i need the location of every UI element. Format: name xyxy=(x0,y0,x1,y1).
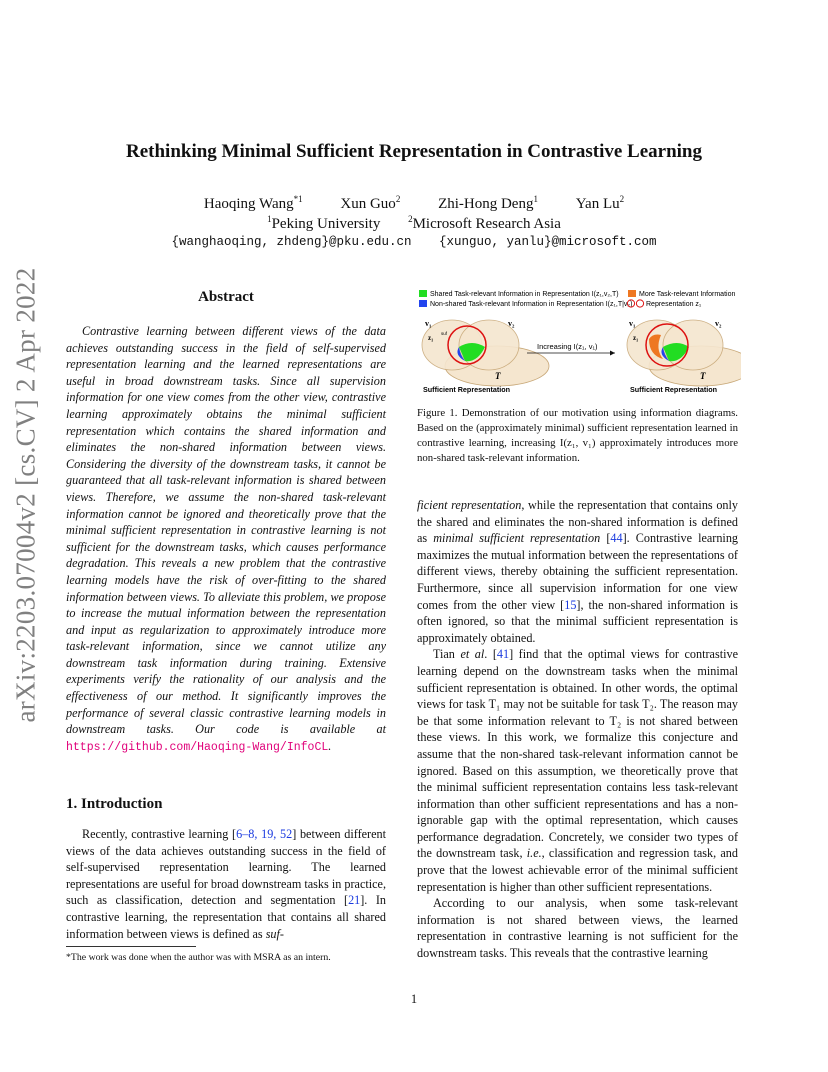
section-heading: 1. Introduction xyxy=(66,796,163,812)
legend-rep: Representation z₁ xyxy=(646,301,702,308)
intro-paragraph: Recently, contrastive learning [6–8, 19, 52] between different views of the data achieves outstanding success in the field of self-supervised representation learning. The learned representations are useful for broad downstream tasks in practice, such as classification, detection and segmentation [21]. In contrastive learning, the representation that contains all shared information between views is defined as suf- xyxy=(66,827,386,941)
affiliation-list xyxy=(0,214,828,233)
svg-text:T: T xyxy=(495,371,501,381)
figure-caption: Figure 1. Demonstration of our motivation using information diagrams. Based on the (approximately minimal) sufficient representation learned in contrastive learning, increasing I(z₁, v₁) approximately introduces more non-shared task-relevant information. xyxy=(417,407,738,464)
left-diagram xyxy=(422,319,549,394)
code-link[interactable]: https://github.com/Haoqing-Wang/InfoCL xyxy=(66,740,329,754)
svg-text:v₂: v₂ xyxy=(715,319,722,328)
abstract-heading: Abstract xyxy=(198,289,254,305)
legend-shared: Shared Task-relevant Information in Representation I(z₁,v₂,T) xyxy=(430,291,619,298)
paper-title: Rethinking Minimal Sufficient Representation in Contrastive Learning xyxy=(126,141,702,162)
legend-rep-circle-2 xyxy=(636,300,643,307)
email: {xunguo, yanlu}@microsoft.com xyxy=(439,235,657,249)
arxiv-stamp: arXiv:2203.07004v2 [cs.CV] 2 Apr 2022 xyxy=(10,267,41,723)
citation-link[interactable]: 15 xyxy=(564,597,577,612)
legend-shared-swatch xyxy=(419,290,427,297)
right-diagram-caption: Sufficient Representation xyxy=(630,385,718,394)
svg-text:z₁: z₁ xyxy=(633,334,639,342)
right-diagram xyxy=(627,319,741,394)
legend-more: More Task-relevant Information xyxy=(639,291,736,298)
abstract-body: Contrastive learning between different views of the data achieves outstanding success in the field of self-supervised representation learning and the learned representations are useful in broad downstream tasks. Since all supervision information for one view comes from the other view, contrastive learning approximately obtains the minimal sufficient representation which contains the shared information and eliminates the non-shared information between views. Considering the diversity of the downstream tasks, it cannot be guaranteed that all task-relevant information is shared between views. Therefore, we assume the non-shared task-relevant information cannot be ignored and theoretically prove that the minimal sufficient representation in contrastive learning is not sufficient for the downstream tasks, which causes performance degradation. This reveals a new problem that the contrastive learning models have the risk of over-fitting to the shared information between views. To alleviate this problem, we propose to increase the mutual information between the representation and input as regularization to approximately introduce more task-relevant information, since we cannot utilize any downstream task information during training. Extensive experiments verify the rationality of our analysis and the effectiveness of our method. It significantly improves the performance of several classic contrastive learning models in downstream tasks. Our code is available at https://github.com/Haoqing-Wang/InfoCL. xyxy=(66,324,386,754)
author: Zhi-Hong Deng$^1$ xyxy=(438,194,538,212)
affiliation: $^1$Peking University xyxy=(267,214,381,232)
svg-text:v₂: v₂ xyxy=(508,319,515,328)
affiliation: $^2$Microsoft Research Asia xyxy=(408,214,561,232)
legend-more-swatch xyxy=(628,290,636,297)
arrow-label: Increasing I(z₁, v₁) xyxy=(537,342,598,351)
footnote: *The work was done when the author was with MSRA as an intern. xyxy=(66,952,331,963)
svg-text:suf: suf xyxy=(441,331,448,336)
legend-nonshared: Non-shared Task-relevant Information in Representation I(z₁,T|v₂) xyxy=(430,301,633,308)
author: Haoqing Wang$^{*1}$ xyxy=(203,194,303,212)
svg-text:T: T xyxy=(700,371,706,381)
citation-link[interactable]: 41 xyxy=(496,647,510,662)
svg-text:v₁: v₁ xyxy=(629,319,636,328)
email: {wanghaoqing, zhdeng}@pku.edu.cn xyxy=(171,235,412,249)
author-list xyxy=(0,194,828,213)
legend-nonshared-swatch xyxy=(419,300,427,307)
author: Yan Lu$^2$ xyxy=(575,194,625,212)
footnote-rule xyxy=(66,946,196,947)
left-diagram-caption: Sufficient Representation xyxy=(423,385,511,394)
author: Xun Guo$^2$ xyxy=(340,194,401,212)
figure-1 xyxy=(417,287,741,399)
citation-link[interactable]: 44 xyxy=(610,531,623,546)
svg-text:v₁: v₁ xyxy=(425,319,432,328)
page-number: 1 xyxy=(410,992,418,1006)
email-list xyxy=(0,235,828,249)
citation-link[interactable]: 6–8, 19, 52 xyxy=(236,827,293,841)
right-column: ficient representation, while the representation that contains only the shared and eliminates the non-shared information is defined as minimal sufficient representation [44]. Contrastive learning maximizes the mutual information between the representations of different views, thereby obtaining the sufficient representation. Furthermore, since all supervision information for one view comes from the other view [15], the non-shared information is often ignored, so that the minimal sufficient representation is approximately obtained. Tian et al. [41] find that the optimal views for contrastive learning depend on the downstream tasks when the minimal sufficient representation is obtained. In other words, the optimal views for task T₁ may not be suitable for task T₂. The reason may be that some information relevant to T₂ is not shared between these views. In this work, we formalize this conjecture and assume that the non-shared task-relevant information cannot be ignored. Based on this assumption, we theoretically prove that the minimal sufficient representation contains less task-relevant information than other sufficient representations and has a non-ignorable gap with the optimal representation, which causes performance degradation. Concretely, we consider two types of the downstream task, i.e., classification and regression task, and prove that the lowest achievable error of the minimal sufficient representation is higher than other sufficient representations. According to our analysis, when some task-relevant information is not shared between views, the learned representation in contrastive learning is not sufficient for the downstream tasks. This reveals that the contrastive learning xyxy=(417,498,739,961)
svg-text:z₁: z₁ xyxy=(428,334,434,342)
citation-link[interactable]: 21 xyxy=(348,893,361,908)
